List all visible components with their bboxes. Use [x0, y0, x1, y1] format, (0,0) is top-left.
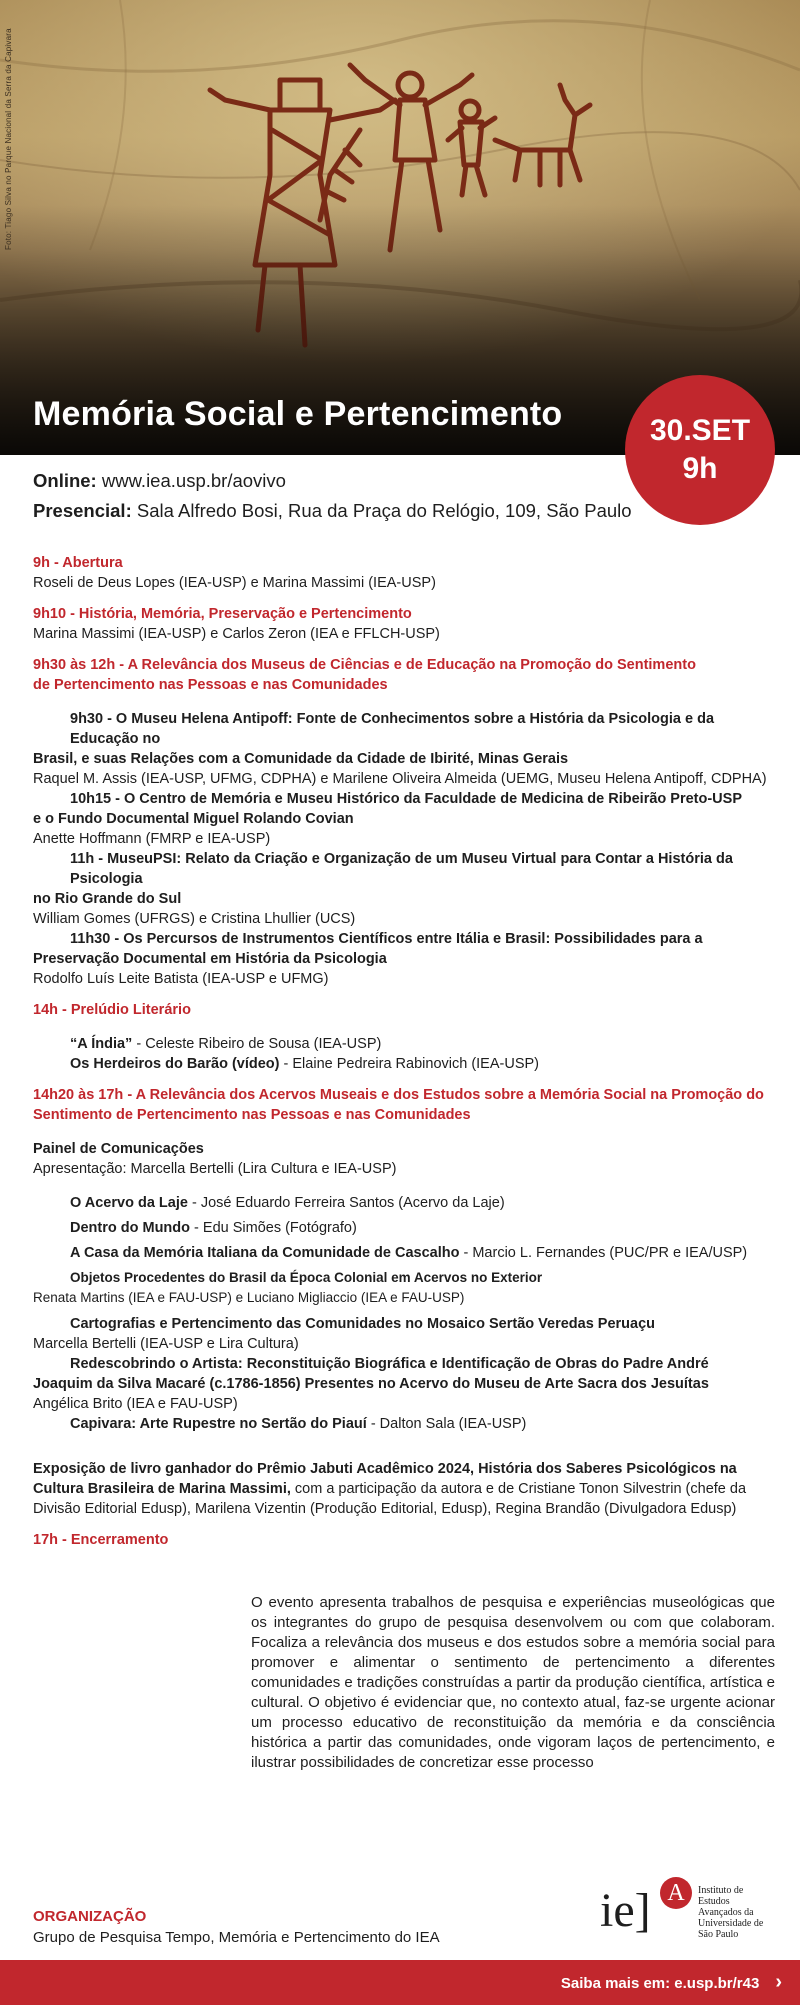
panel-intro: Apresentação: Marcella Bertelli (Lira Cultura e IEA-USP)	[33, 1161, 397, 1177]
talk-title: 11h - MuseuPSI: Relato da Criação e Organização de um Museu Virtual para Contar a História da Psicologia	[70, 851, 733, 887]
event-title: Memória Social e Pertencimento	[33, 395, 563, 433]
expo-line2: Cultura Brasileira de Marina Massimi, com a participação da autora e de Cristiane Tonon Silvestrin (chefe da	[33, 1481, 747, 1497]
logo-ie-mark: ie]	[600, 1884, 651, 1937]
comm-title: O Acervo da Laje	[70, 1195, 188, 1211]
comm-title: Objetos Procedentes do Brasil da Época Colonial em Acervos no Exterior	[70, 1270, 543, 1285]
presencial-address: Sala Alfredo Bosi, Rua da Praça do Relógio, 109, São Paulo	[136, 500, 632, 521]
comm-title: A Casa da Memória Italiana da Comunidade de Cascalho	[70, 1245, 460, 1261]
footer-bar	[0, 1960, 800, 2005]
comm-author: - Marcio L. Fernandes (PUC/PR e IEA/USP)	[459, 1245, 748, 1261]
organization	[33, 1906, 440, 1948]
comm-item	[33, 1218, 778, 1238]
block-title-line1: 9h30 às 12h - A Relevância dos Museus de Ciências e de Educação na Promoção do Sentimento	[33, 657, 696, 673]
talk-people: Anette Hoffmann (FMRP e IEA-USP)	[33, 831, 271, 847]
comm-title: Redescobrindo o Artista: Reconstituição Biográfica e Identificação de Obras do Padre André	[70, 1356, 709, 1372]
talk-title-cont: Brasil, e suas Relações com a Comunidade da Cidade de Ibirité, Minas Gerais	[33, 751, 569, 767]
talk-9h30	[33, 709, 778, 789]
comm-author: Renata Martins (IEA e FAU-USP) e Luciano Migliaccio (IEA e FAU-USP)	[33, 1290, 465, 1305]
session-title: 14h - Prelúdio Literário	[33, 1002, 191, 1018]
work-author: - Celeste Ribeiro de Sousa (IEA-USP)	[132, 1036, 382, 1052]
expo-line3: Divisão Editorial Edusp), Marilena Vizentin (Produção Editorial, Edusp), Regina Brandão (Divulgadora Edusp)	[33, 1501, 737, 1517]
comm-author: - José Eduardo Ferreira Santos (Acervo da Laje)	[187, 1195, 505, 1211]
chevron-right-icon: ›	[775, 1971, 782, 1993]
block-title-line2: Sentimento de Pertencimento nas Pessoas e nas Comunidades	[33, 1107, 471, 1123]
comm-title-cont: Joaquim da Silva Macaré (c.1786-1856) Presentes no Acervo do Museu de Arte Sacra dos Jesuítas	[33, 1376, 709, 1392]
talk-people: Raquel M. Assis (IEA-USP, UFMG, CDPHA) e Marilene Oliveira Almeida (UEMG, Museu Helena Antipoff, CDPHA)	[33, 771, 767, 787]
panel-title: Painel de Comunicações	[33, 1141, 204, 1157]
session-title: 17h - Encerramento	[33, 1532, 169, 1548]
organization-label: ORGANIZAÇÃO	[33, 1908, 147, 1925]
session-9h10	[33, 604, 778, 644]
logo-text: Instituto de Estudos Avançados da Universidade de São Paulo	[698, 1885, 764, 1940]
event-time: 9h	[682, 452, 718, 485]
comm-title: Capivara: Arte Rupestre no Sertão do Piauí	[70, 1416, 367, 1432]
talk-10h15	[33, 789, 778, 849]
session-abertura	[33, 553, 778, 593]
session-people: Roseli de Deus Lopes (IEA-USP) e Marina Massimi (IEA-USP)	[33, 575, 436, 591]
comm-item	[33, 1193, 778, 1213]
talk-people: William Gomes (UFRGS) e Cristina Lhullier (UCS)	[33, 911, 356, 927]
comm-author: - Edu Simões (Fotógrafo)	[190, 1220, 357, 1236]
talk-title: 9h30 - O Museu Helena Antipoff: Fonte de Conhecimentos sobre a História da Psicologia e da Educação no	[70, 711, 715, 747]
work-title: Os Herdeiros do Barão (vídeo)	[70, 1056, 280, 1072]
book-exhibition	[33, 1459, 778, 1519]
block-title-line1: 14h20 às 17h - A Relevância dos Acervos Museais e dos Estudos sobre a Memória Social na Promoção do	[33, 1087, 764, 1103]
preludio-item	[33, 1034, 778, 1054]
date-badge	[625, 375, 775, 525]
expo-line1: Exposição de livro ganhador do Prêmio Jabuti Acadêmico 2024, História dos Saberes Psicológicos na	[33, 1461, 737, 1477]
talk-11h30	[33, 929, 778, 989]
comm-title: Dentro do Mundo	[70, 1220, 191, 1236]
event-description: O evento apresenta trabalhos de pesquisa e experiências museológicas que os integrantes do grupo de pesquisa desenvolvem ou com que colaboram. Focaliza a relevância dos museus e dos estudos sobre a memória social para promover e alimentar o sentimento de pertencimento a diferentes comunidades e tradições construídas a partir da produção científica, artística e cultural. O objetivo é evidenciar que, no contexto atual, faz-se urgente acionar um processo educativo de reconstituição da memória e da consciência histórica a partir das comunidades, onde vigoram laços de pertencimento, e ilustrar possibilidades de concretizar esse processo	[251, 1594, 775, 1771]
talk-title-cont: Preservação Documental em História da Psicologia	[33, 951, 387, 967]
session-people: Marina Massimi (IEA-USP) e Carlos Zeron (IEA e FFLCH-USP)	[33, 626, 440, 642]
comm-author: - Dalton Sala (IEA-USP)	[366, 1416, 527, 1432]
work-title: “A Índia”	[70, 1036, 133, 1052]
organization-name: Grupo de Pesquisa Tempo, Memória e Pertencimento do IEA	[33, 1929, 440, 1946]
more-info-link[interactable]: Saiba mais em: e.usp.br/r43 ›	[560, 1971, 782, 1993]
session-block-morning	[33, 655, 778, 989]
session-title: 9h - Abertura	[33, 555, 123, 571]
preludio-item	[33, 1054, 778, 1074]
block-title-line2: de Pertencimento nas Pessoas e nas Comunidades	[33, 677, 388, 693]
session-encerramento	[33, 1530, 778, 1550]
online-link[interactable]: www.iea.usp.br/aovivo	[101, 470, 286, 491]
venue-info	[33, 466, 632, 526]
comm-author: Marcella Bertelli (IEA-USP e Lira Cultura)	[33, 1336, 299, 1352]
talk-11h	[33, 849, 778, 929]
session-preludio	[33, 1000, 778, 1074]
program	[33, 553, 778, 1561]
session-title: 9h10 - História, Memória, Preservação e Pertencimento	[33, 606, 412, 622]
comm-item	[33, 1243, 778, 1263]
logo-a-mark: A	[660, 1877, 692, 1909]
talk-people: Rodolfo Luís Leite Batista (IEA-USP e UFMG)	[33, 971, 329, 987]
presencial-label: Presencial:	[33, 500, 132, 521]
session-block-afternoon	[33, 1085, 778, 1434]
iea-logo	[600, 1877, 780, 1947]
comm-title: Cartografias e Pertencimento das Comunidades no Mosaico Sertão Veredas Peruaçu	[70, 1316, 656, 1332]
talk-title: 11h30 - Os Percursos de Instrumentos Científicos entre Itália e Brasil: Possibilidades para a	[70, 931, 703, 947]
talk-title-cont: no Rio Grande do Sul	[33, 891, 182, 907]
talk-title-cont: e o Fundo Documental Miguel Rolando Covian	[33, 811, 354, 827]
event-date: 30.SET	[649, 414, 751, 447]
photo-credit: Foto: Tiago Silva no Parque Nacional da Serra da Capivara	[4, 28, 13, 250]
work-author: - Elaine Pedreira Rabinovich (IEA-USP)	[279, 1056, 539, 1072]
comm-author: Angélica Brito (IEA e FAU-USP)	[33, 1396, 238, 1412]
comm-item	[33, 1414, 778, 1434]
online-label: Online:	[33, 470, 97, 491]
talk-title: 10h15 - O Centro de Memória e Museu Histórico da Faculdade de Medicina de Ribeirão Preto-USP	[70, 791, 742, 807]
